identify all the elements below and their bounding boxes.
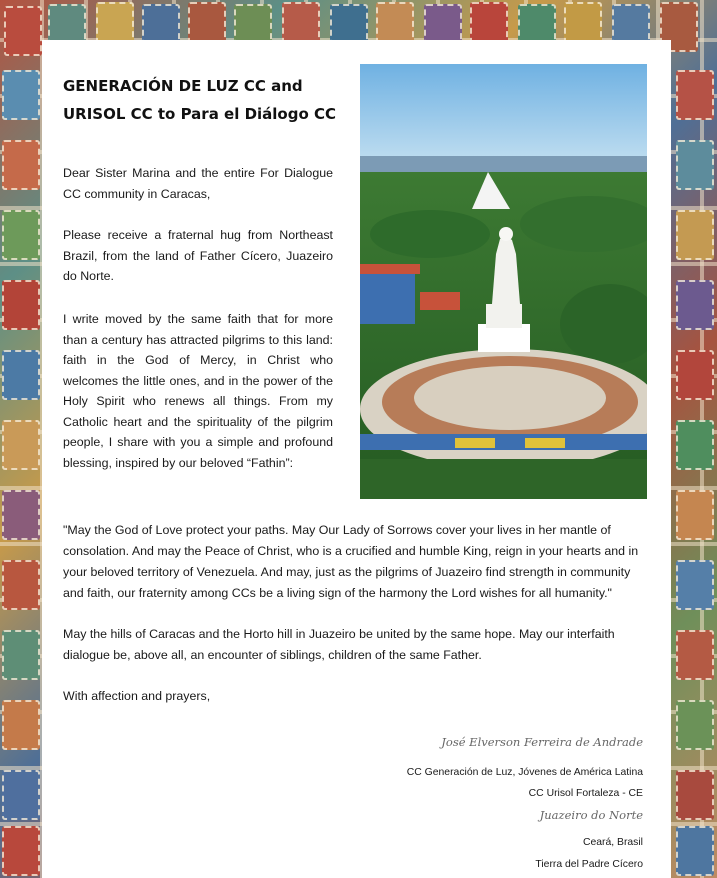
plaza-inner <box>414 366 606 430</box>
stamp <box>676 560 714 610</box>
stamp <box>676 350 714 400</box>
tree-cluster <box>370 210 490 258</box>
signature-name: José Elverson Ferreira de Andrade <box>441 735 643 749</box>
stamp <box>2 350 40 400</box>
stamp <box>2 140 40 190</box>
stamp <box>676 700 714 750</box>
stamp <box>676 140 714 190</box>
signature-org-1: CC Generación de Luz, Jóvenes de América Latina <box>406 767 643 778</box>
stamp <box>676 70 714 120</box>
stamp <box>2 490 40 540</box>
closing-paragraph: May the hills of Caracas and the Horto hill in Juazeiro be united by the same hope. May our interfaith dialogue be, above all, an encounter of siblings, children of the same Father. <box>63 627 615 662</box>
stamp <box>676 630 714 680</box>
closing-line: With affection and prayers, <box>63 689 211 703</box>
intro-paragraph: Please receive a fraternal hug from Northeast Brazil, from the land of Father Cícero, Juazeiro do Norte. <box>63 228 333 283</box>
stamp <box>676 280 714 330</box>
red-roof <box>360 264 420 274</box>
signature-state: Ceará, Brasil <box>582 837 643 848</box>
juazeiro-statue-photo <box>360 64 647 499</box>
stamp <box>676 210 714 260</box>
stamp <box>4 6 42 56</box>
stamp <box>2 420 40 470</box>
signature-tagline: Tierra del Padre Cícero <box>535 859 643 870</box>
faith-paragraph: I write moved by the same faith that for more than a century has attracted pilgrims to this land: faith in the God of Mercy, in Christ who welcomes the little ones, and in the power of the Holy Spirit who renews all things. From my Catholic heart and the spirituality of the pilgrim people, I share with you a simple and profound blessing, inspired by our beloved “Fathin”: <box>63 312 333 470</box>
statue-base <box>486 304 522 328</box>
stamp <box>2 70 40 120</box>
aerial-photo-illustration <box>360 64 647 499</box>
stamp <box>2 770 40 820</box>
signature-org-2: CC Urisol Fortaleza - CE <box>528 788 643 799</box>
yellow-section <box>525 438 565 448</box>
letter-page <box>42 40 671 878</box>
statue-pedestal <box>478 324 530 352</box>
blessing-paragraph: "May the God of Love protect your paths. May Our Lady of Sorrows cover your lives in her mantle of consolation. And may the Peace of Christ, who is a crucified and humble King, reign in your hearts and in your beloved territory of Venezuela. And may, just as the pilgrims of Juazeiro find strength in community and faith, our fraternity among CCs be a living sign of the harmony the Lord wishes for all humanity." <box>63 523 639 600</box>
greeting-paragraph: Dear Sister Marina and the entire For Dialogue CC community in Caracas, <box>63 166 333 201</box>
plaza-wall <box>360 434 647 450</box>
stamp <box>676 770 714 820</box>
blue-building <box>360 269 415 324</box>
stamp <box>2 700 40 750</box>
stamp <box>2 280 40 330</box>
title-line-1: GENERACIÓN DE LUZ CC and <box>63 77 303 95</box>
title-line-2: URISOL CC to Para el Diálogo CC <box>63 105 337 123</box>
stamp <box>676 490 714 540</box>
stamp <box>2 630 40 680</box>
signature-city: Juazeiro do Norte <box>539 808 643 822</box>
stamp <box>2 210 40 260</box>
stamp <box>676 826 714 876</box>
red-roof <box>420 292 460 310</box>
stamp <box>2 826 40 876</box>
yellow-section <box>455 438 495 448</box>
foreground-trees <box>360 459 647 499</box>
stamp <box>676 420 714 470</box>
letter-title <box>63 72 353 128</box>
stamp <box>2 560 40 610</box>
statue-head <box>499 227 513 241</box>
